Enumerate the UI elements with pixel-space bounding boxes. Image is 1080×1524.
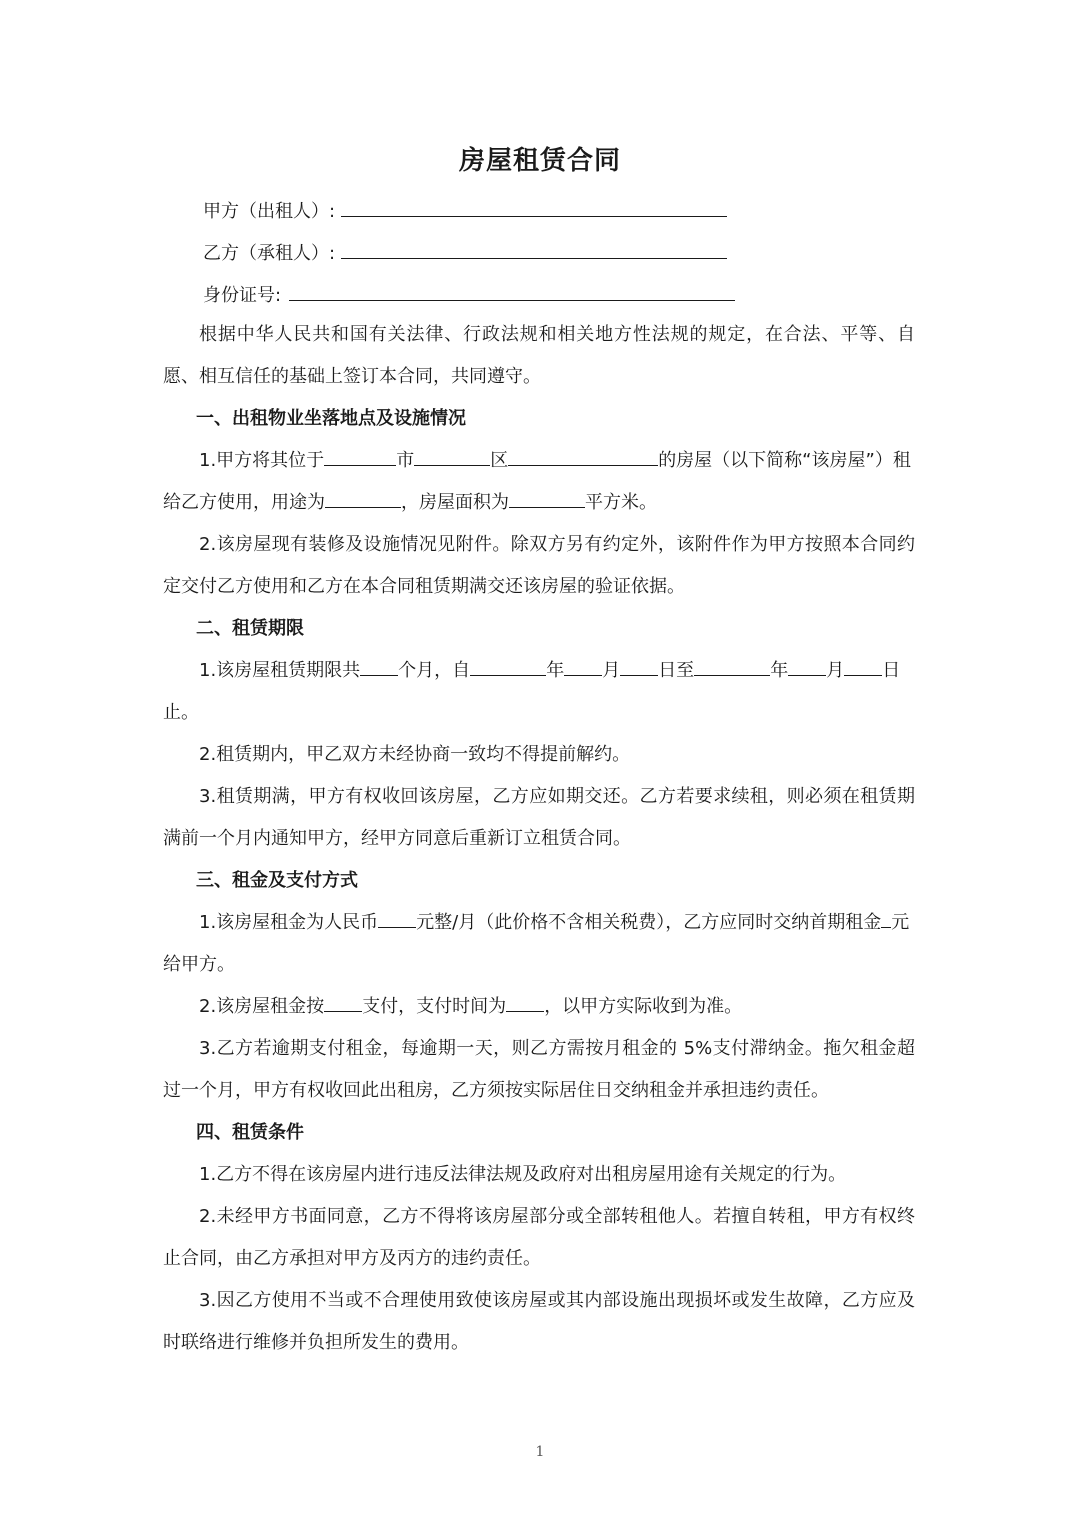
section-heading-1: 一、出租物业坐落地点及设施情况: [196, 408, 466, 429]
clause-3-2: 2.该房屋租金按 支付，支付时间为 ，以甲方实际收到为准。: [163, 986, 915, 1028]
clause-2-3: 3.租赁期满，甲方有权收回该房屋，乙方应如期交还。乙方若要求续租，则必须在租赁期满前一个月内通知甲方，经甲方同意后重新订立租赁合同。: [163, 786, 915, 849]
address-blank[interactable]: [508, 445, 658, 466]
district-blank[interactable]: [414, 445, 490, 466]
lessee-blank[interactable]: [341, 238, 727, 259]
id-number-label: 身份证号:: [203, 285, 282, 306]
clause-4-2: 2.未经甲方书面同意，乙方不得将该房屋部分或全部转租他人。若擅自转租，甲方有权终止合同，由乙方承担对甲方及丙方的违约责任。: [163, 1206, 915, 1269]
end-month-blank[interactable]: [788, 655, 826, 676]
document-title: 房屋租赁合同: [458, 146, 621, 176]
area-blank[interactable]: [509, 487, 585, 508]
clause-1-2: 2.该房屋现有装修及设施情况见附件。除双方另有约定外，该附件作为甲方按照本合同约定交付乙方使用和乙方在本合同租赁期满交还该房屋的验证依据。: [163, 534, 915, 597]
end-year-blank[interactable]: [694, 655, 770, 676]
start-year-blank[interactable]: [470, 655, 546, 676]
contract-body: [163, 314, 915, 1364]
page-number: 1: [535, 1444, 545, 1460]
lessor-blank[interactable]: [341, 196, 727, 217]
clause-3-1: 1.该房屋租金为人民币 元整/月（此价格不含相关税费），乙方应同时交纳首期租金 元给甲方。: [163, 902, 915, 986]
section-heading-3: 三、租金及支付方式: [196, 870, 358, 891]
payment-method-blank[interactable]: [324, 991, 362, 1012]
id-number-blank[interactable]: [289, 280, 735, 301]
clause-2-2: 2.租赁期内，甲乙双方未经协商一致均不得提前解约。: [199, 744, 631, 765]
payment-time-blank[interactable]: [506, 991, 544, 1012]
clause-2-1: 1.该房屋租赁期限共 个月，自 年 月 日至 年 月 日止。: [163, 650, 915, 734]
lessee-label: 乙方（承租人）:: [203, 243, 336, 264]
lessor-label: 甲方（出租人）:: [203, 201, 336, 222]
usage-blank[interactable]: [325, 487, 401, 508]
rent-amount-blank[interactable]: [378, 907, 416, 928]
start-month-blank[interactable]: [564, 655, 602, 676]
lessee-field: [203, 238, 727, 268]
clause-1-1: 1.甲方将其位于 市 区 的房屋（以下简称“该房屋”）租给乙方使用，用途为 ，房屋面积为 平方米。: [163, 440, 915, 524]
lessor-field: [203, 196, 727, 226]
start-day-blank[interactable]: [620, 655, 658, 676]
clause-4-3: 3.因乙方使用不当或不合理使用致使该房屋或其内部设施出现损坏或发生故障，乙方应及时联络进行维修并负担所发生的费用。: [163, 1290, 915, 1353]
clause-3-3: 3.乙方若逾期支付租金，每逾期一天，则乙方需按月租金的 5%支付滞纳金。拖欠租金超过一个月，甲方有权收回此出租房，乙方须按实际居住日交纳租金并承担违约责任。: [163, 1038, 915, 1101]
first-rent-blank[interactable]: [881, 907, 891, 928]
section-heading-2: 二、租赁期限: [196, 618, 304, 639]
end-day-blank[interactable]: [844, 655, 882, 676]
city-blank[interactable]: [324, 445, 396, 466]
clause-4-1: 1.乙方不得在该房屋内进行违反法律法规及政府对出租房屋用途有关规定的行为。: [199, 1164, 847, 1185]
months-blank[interactable]: [360, 655, 398, 676]
preamble: 根据中华人民共和国有关法律、行政法规和相关地方性法规的规定，在合法、平等、自愿、相互信任的基础上签订本合同，共同遵守。: [163, 324, 915, 387]
section-heading-4: 四、租赁条件: [196, 1122, 304, 1143]
id-number-field: [203, 280, 735, 310]
